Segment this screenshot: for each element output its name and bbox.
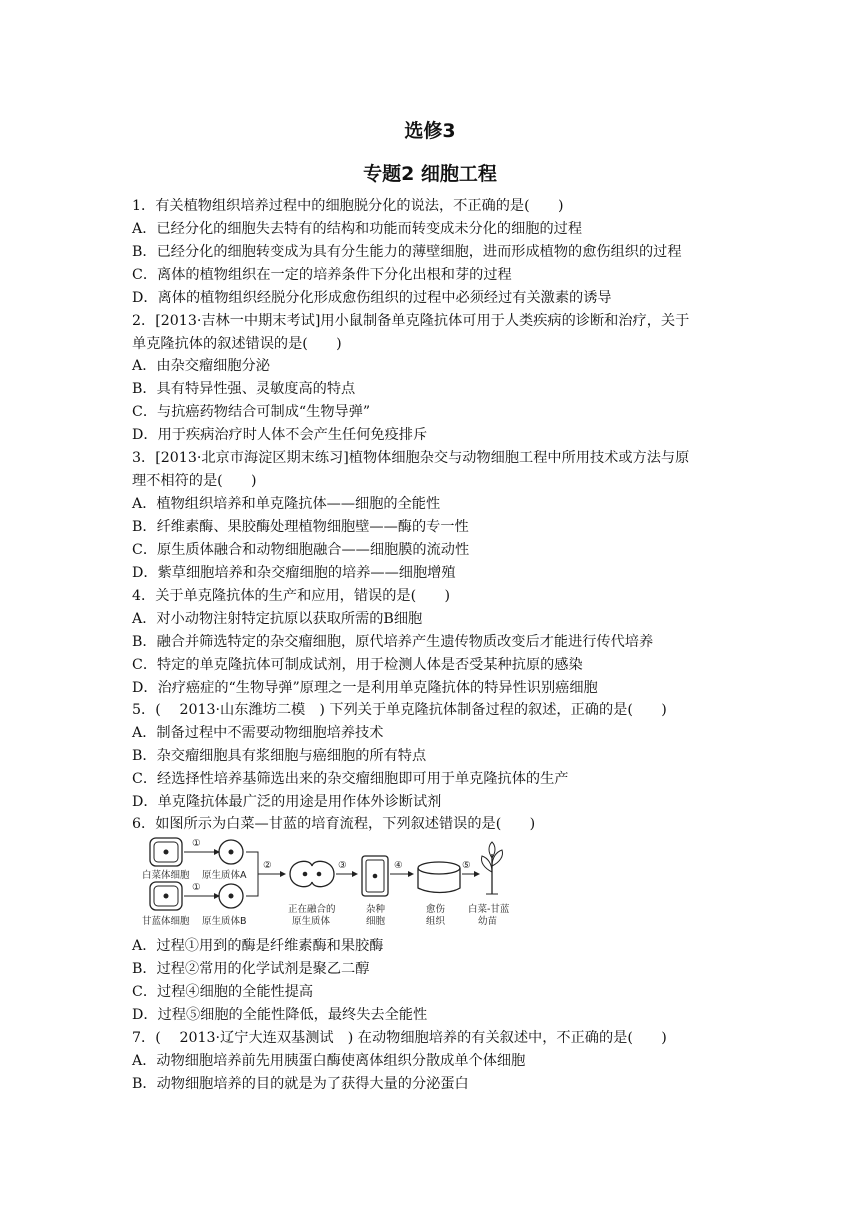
protoplast-b [219,884,243,908]
question-6-stem: 6．如图所示为白菜—甘蓝的培育流程，下列叙述错误的是( ) [132,816,536,832]
question-6-option-c: C．过程④细胞的全能性提高 [132,984,314,1000]
question-4-option-b: B．融合并筛选特定的杂交瘤细胞，原代培养产生遗传物质改变后才能进行传代培养 [132,634,654,650]
question-7-option-b: B．动物细胞培养的目的就是为了获得大量的分泌蛋白 [132,1076,469,1092]
question-2-option-b: B．具有特异性强、灵敏度高的特点 [132,381,356,397]
question-2-option-a: A．由杂交瘤细胞分泌 [132,358,270,374]
question-1-stem: 1．有关植物组织培养过程中的细胞脱分化的说法，不正确的是( ) [132,198,564,214]
callus-label-line-1: 愈伤 [426,904,446,915]
question-3-stem-line-2: 理不相符的是( ) [132,473,257,489]
question-3-stem-line-1: 3．[2013·北京市海淀区期末练习]植物体细胞杂交与动物细胞工程中所用技术或方法与原 [132,450,690,466]
question-2-stem-line-2: 单克隆抗体的叙述错误的是( ) [132,336,342,352]
protoplast-a [219,840,243,864]
question-3-option-a: A．植物组织培养和单克隆抗体——细胞的全能性 [132,496,441,512]
seedling-label-line-1: 白菜-甘蓝 [468,904,510,915]
kale-cell [150,882,182,910]
question-5-option-c: C．经选择性培养基筛选出来的杂交瘤细胞即可用于单克隆抗体的生产 [132,771,569,787]
protoplast-a-label: 原生质体A [202,870,247,881]
question-3-option-b: B．纤维素酶、果胶酶处理植物细胞壁——酶的专一性 [132,519,469,535]
question-3-option-c: C．原生质体融合和动物细胞融合——细胞膜的流动性 [132,542,470,558]
fusing-label-line-1: 正在融合的 [288,904,336,915]
hybrid-label-line-1: 杂种 [366,904,386,915]
question-1-option-c: C．离体的植物组织在一定的培养条件下分化出根和芽的过程 [132,267,512,283]
fusing-label-line-2: 原生质体 [292,916,331,927]
protoplast-b-label: 原生质体B [202,916,247,927]
seedling-label-line-2: 幼苗 [478,916,498,927]
hybrid-cell [362,856,388,896]
question-5-stem: 5．( 2013·山东潍坊二模 ) 下列关于单克隆抗体制备过程的叙述，正确的是( ) [132,702,667,718]
question-6-option-b: B．过程②常用的化学试剂是聚乙二醇 [132,961,370,977]
cabbage-cell [150,838,182,866]
question-2-stem-line-1: 2．[2013·吉林一中期末考试]用小鼠制备单克隆抗体可用于人类疾病的诊断和治疗，关于 [132,313,690,329]
question-3-option-d: D．紫草细胞培养和杂交瘤细胞的培养——细胞增殖 [132,565,456,581]
question-1-option-d: D．离体的植物组织经脱分化形成愈伤组织的过程中必须经过有关激素的诱导 [132,290,612,306]
cabbage-cell-label: 白菜体细胞 [142,870,190,881]
question-1-option-a: A．已经分化的细胞失去特有的结构和功能而转变成未分化的细胞的过程 [132,221,583,237]
section-title: 专题2 细胞工程 [363,163,497,185]
question-6-option-a: A．过程①用到的酶是纤维素酶和果胶酶 [132,938,384,954]
hybrid-label-line-2: 细胞 [366,916,386,927]
question-6-option-d: D．过程⑤细胞的全能性降低，最终失去全能性 [132,1007,428,1023]
callus [418,862,460,893]
step-1-top-label: ① [192,838,201,849]
question-4-stem: 4．关于单克隆抗体的生产和应用，错误的是( ) [132,588,451,604]
question-5-option-a: A．制备过程中不需要动物细胞培养技术 [132,725,384,741]
page-title: 选修3 [404,120,456,142]
question-5-option-b: B．杂交瘤细胞具有浆细胞与癌细胞的所有特点 [132,748,427,764]
seedling [481,842,502,894]
kale-cell-label: 甘蓝体细胞 [142,916,190,927]
question-2-option-c: C．与抗癌药物结合可制成“生物导弹” [132,404,371,420]
question-4-option-c: C．特定的单克隆抗体可制成试剂，用于检测人体是否受某种抗原的感染 [132,657,583,673]
question-4-option-d: D．治疗癌症的“生物导弹”原理之一是利用单克隆抗体的特异性识别癌细胞 [132,680,598,696]
question-7-option-a: A．动物细胞培养前先用胰蛋白酶使离体组织分散成单个体细胞 [132,1053,526,1069]
callus-label-line-2: 组织 [426,916,446,927]
question-5-option-d: D．单克隆抗体最广泛的用途是用作体外诊断试剂 [132,794,442,810]
step-5-label: ⑤ [462,860,471,871]
step-2-label: ② [263,860,272,871]
question-2-option-d: D．用于疾病治疗时人体不会产生任何免疫排斥 [132,427,428,443]
step-3-label: ③ [338,860,347,871]
step-1-bottom-label: ① [192,882,201,893]
breeding-flow-diagram [140,832,512,932]
question-4-option-a: A．对小动物注射特定抗原以获取所需的B细胞 [132,611,423,627]
fusing-protoplasts [290,861,334,886]
question-1-option-b: B．已经分化的细胞转变成为具有分生能力的薄壁细胞，进而形成植物的愈伤组织的过程 [132,244,682,260]
step-4-label: ④ [394,860,403,871]
question-7-stem: 7．( 2013·辽宁大连双基测试 ) 在动物细胞培养的有关叙述中，不正确的是( ) [132,1030,667,1046]
